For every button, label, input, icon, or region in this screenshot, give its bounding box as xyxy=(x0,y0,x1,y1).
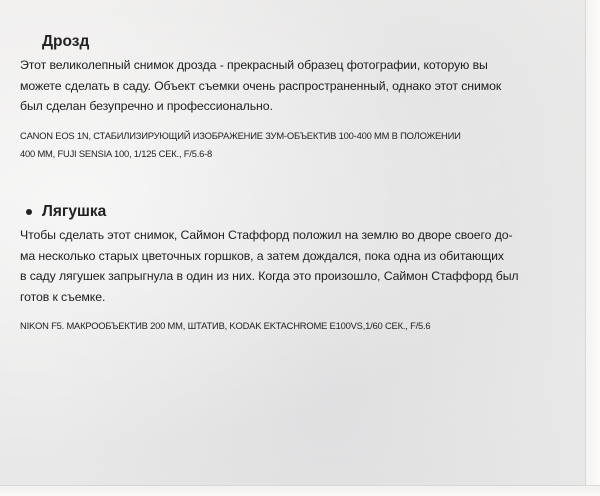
thrush-heading xyxy=(20,32,580,52)
frog-caption-line: NIKON F5. МАКРООБЪЕКТИВ 200 ММ, ШТАТИВ, KODAK EKTACHROME E100VS,1/60 СЕК., F/5.6 xyxy=(20,320,431,331)
frog-title: Лягушка xyxy=(42,203,107,220)
thrush-section xyxy=(20,32,580,163)
thrush-body-line: был сделан безупречно и профессионально. xyxy=(20,99,273,113)
frog-body-line: готов к съемке. xyxy=(20,289,106,304)
thrush-body-line: можете сделать в саду. Объект съемки очень распространенный, однако этот снимок xyxy=(20,78,502,93)
page-right-edge xyxy=(585,0,600,496)
frog-body-line: ма несколько старых цветочных горшков, а затем дождался, пока одна из обитающих xyxy=(20,248,504,263)
thrush-caption-line: CANON EOS 1N, СТАБИЛИЗИРУЮЩИЙ ИЗОБРАЖЕНИЕ ЗУМ-ОБЪЕКТИВ 100-400 ММ В ПОЛОЖЕНИИ xyxy=(20,129,461,141)
frog-body-line: в саду лягушек запрыгнула в один из них. Когда это произошло, Саймон Стаффорд был xyxy=(20,269,519,283)
thrush-caption-line: 400 ММ, FUJI SENSIA 100, 1/125 СЕК., F/5.6-8 xyxy=(20,147,213,159)
thrush-title: Дрозд xyxy=(42,33,90,50)
bullet-icon xyxy=(26,209,32,215)
frog-body-line: Чтобы сделать этот снимок, Саймон Стаффорд положил на землю во дворе своего до- xyxy=(20,228,513,242)
thrush-body-line: Этот великолепный снимок дрозда - прекрасный образец фотографии, которую вы xyxy=(20,58,488,72)
frog-heading xyxy=(20,202,580,222)
frog-body xyxy=(20,225,580,307)
page-bottom-edge xyxy=(0,485,600,496)
frog-section xyxy=(20,202,580,335)
thrush-caption xyxy=(20,127,580,163)
thrush-body xyxy=(20,55,580,117)
frog-caption xyxy=(20,317,580,335)
